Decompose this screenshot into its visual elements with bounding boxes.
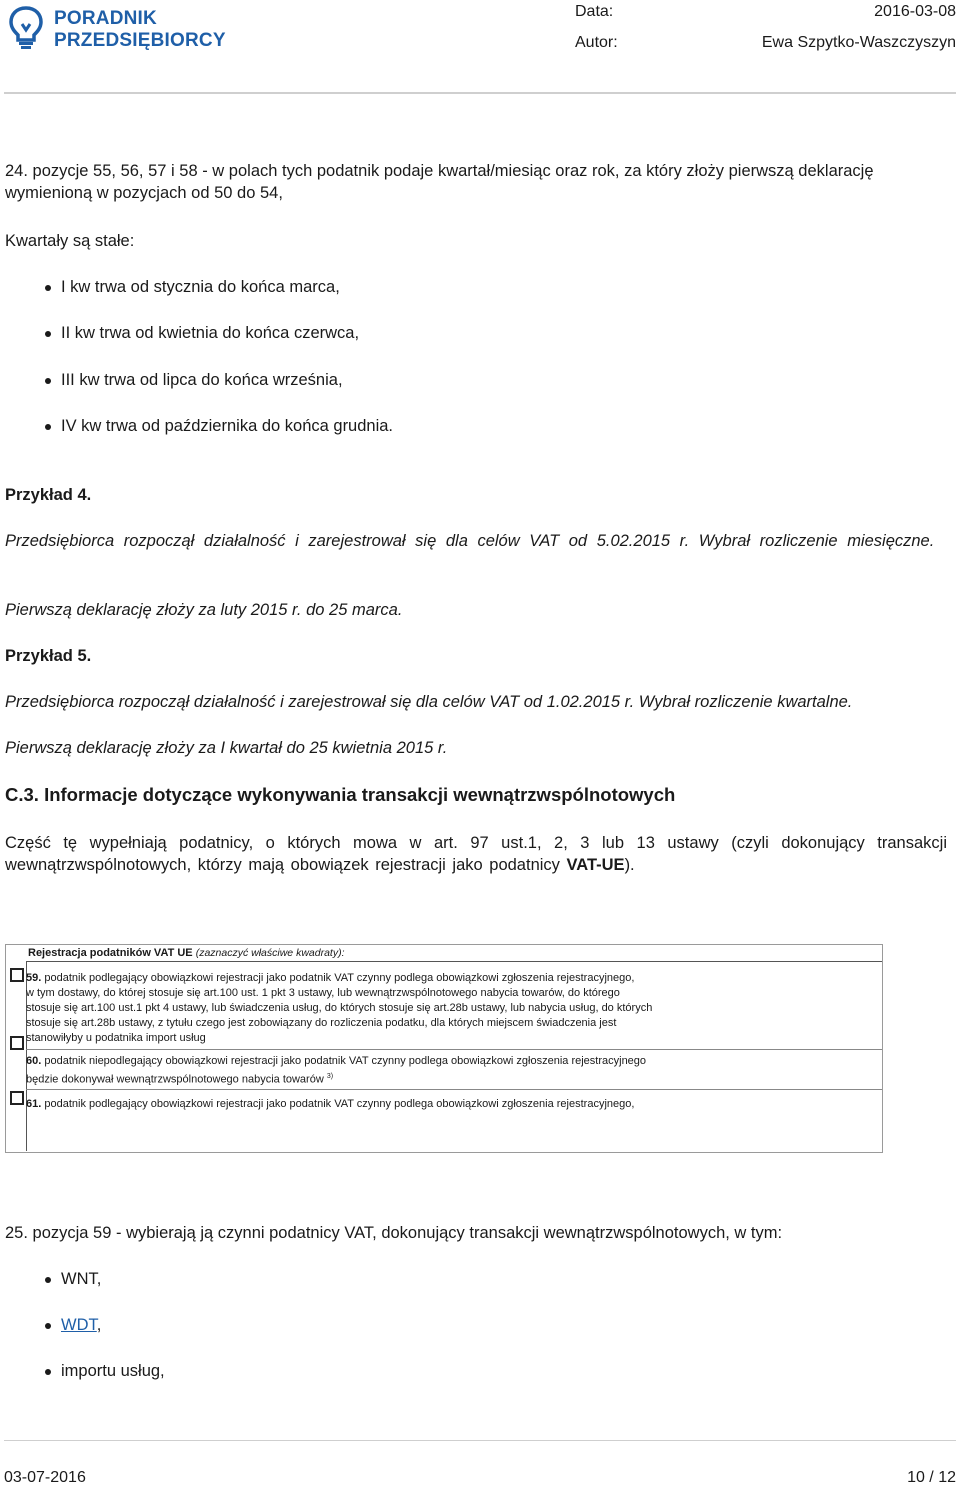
checkbox-61[interactable] [10, 1091, 24, 1105]
checkbox-60[interactable] [10, 1036, 24, 1050]
example-5-declaration: Pierwszą deklarację złoży za I kwartał do 25 kwietnia 2015 r. [5, 739, 448, 757]
document-meta [575, 2, 960, 64]
meta-date-value: 2016-03-08 [874, 3, 956, 20]
form-row-60-footnote: 3) [326, 1073, 334, 1080]
form-row-divider [26, 1089, 882, 1090]
form-row-60 [26, 1054, 876, 1088]
list-item-text: IV kw trwa od października do końca grudnia. [61, 417, 394, 435]
bullet-icon [45, 285, 51, 291]
bullet-icon [45, 1277, 51, 1283]
footer-divider [4, 1440, 956, 1441]
list-item [61, 1314, 101, 1336]
form-row-59-number: 59. [26, 972, 42, 984]
checkbox-59[interactable] [10, 968, 24, 982]
list-item [61, 369, 343, 391]
meta-author-row [575, 33, 960, 64]
lightbulb-icon [8, 4, 44, 50]
section-c3-text-a: Część tę wypełniają podatnicy, o których mowa w art. 97 ust.1, 2, 3 lub 13 ustawy (czyli dokonujący transakcji wewnątrzwspólnotowych, którzy mają obowiązek rejestracji jako podatnicy [5, 834, 947, 874]
form-row-59-line3: stosuje się art.100 ust.1 pkt 4 ustawy, lub świadczenia usług, do których stosuje się art.28b ustawy, lub nabycia usług, do których [26, 1002, 653, 1014]
header-divider [4, 92, 956, 94]
form-row-59-line5: stanowiłyby u podatnika import usług [26, 1032, 206, 1044]
brand-logo-text [54, 8, 226, 52]
list-item [61, 415, 393, 437]
meta-date-label: Data: [575, 3, 614, 20]
form-row-divider [26, 1049, 882, 1050]
form-row-60-number: 60. [26, 1055, 42, 1067]
form-row-59-line4: stosuje się art.28b ustawy, z tytułu czego jest zobowiązany do rozliczenia podatku, dla których miejscem świadczenia jest [26, 1017, 617, 1029]
paragraph-25: 25. pozycja 59 - wybierają ją czynni podatnicy VAT, dokonujący transakcji wewnątrzwspólnotowych, w tym: [5, 1224, 783, 1242]
paragraph-24: 24. pozycje 55, 56, 57 i 58 - w polach tych podatnik podaje kwartał/miesiąc oraz rok, za który złoży pierwszą deklarację wymienioną w pozycjach od 50 do 54, [5, 162, 874, 202]
meta-date-row [575, 2, 960, 33]
page-number: 10 / 12 [907, 1469, 956, 1486]
form-title-text: Rejestracja podatników VAT UE [28, 947, 193, 959]
example-4-text: Przedsiębiorca rozpoczął działalność i zarejestrował się dla celów VAT od 5.02.2015 r. Wybrał rozliczenie miesięczne. [5, 532, 935, 550]
meta-author-label: Autor: [575, 34, 618, 51]
bullet-icon [45, 331, 51, 337]
section-c3-text-b: ). [624, 856, 635, 874]
form-row-61-number: 61. [26, 1098, 42, 1110]
form-row-60-line2: będzie dokonywał wewnątrzwspólnotowego nabycia towarów [26, 1073, 324, 1086]
bullet-icon [45, 424, 51, 430]
quarters-intro: Kwartały są stałe: [5, 232, 135, 250]
page-header [0, 0, 960, 90]
vat-ue-term: VAT-UE [566, 856, 625, 874]
meta-author-value: Ewa Szpytko-Waszczyszyn [761, 34, 956, 51]
brand-logo-line1: PORADNIK [54, 8, 157, 29]
list-item-text: importu usług, [61, 1362, 165, 1380]
brand-logo-line2: PRZEDSIĘBIORCY [54, 30, 226, 51]
form-row-59-line1: podatnik podlegający obowiązkowi rejestracji jako podatnik VAT czynny podlega obowiązkowi zgłoszenia rejestracyjnego, [44, 972, 635, 984]
section-c3-text [5, 832, 947, 876]
list-item-text: I kw trwa od stycznia do końca marca, [61, 278, 340, 296]
form-row-60-line1: podatnik niepodlegający obowiązkowi rejestracji jako podatnik VAT czynny podlega obowiązkowi zgłoszenia rejestracyjnego [44, 1055, 647, 1067]
bullet-icon [45, 378, 51, 384]
form-title-note: (zaznaczyć właściwe kwadraty): [195, 947, 345, 959]
form-row-59 [26, 971, 876, 1046]
form-row-59-line2: w tym dostawy, do której stosuje się art.100 ust. 1 pkt 3 ustawy, lub wewnątrzwspólnotowego nabycia towarów, do którego [26, 987, 620, 999]
list-item [61, 276, 340, 298]
example-5-title: Przykład 5. [5, 647, 92, 665]
section-c3-heading: C.3. Informacje dotyczące wykonywania transakcji wewnątrzwspólnotowych [5, 784, 676, 805]
list-item-comma: , [96, 1316, 102, 1334]
bullet-icon [45, 1369, 51, 1375]
form-row-61-line1: podatnik podlegający obowiązkowi rejestracji jako podatnik VAT czynny podlega obowiązkowi zgłoszenia rejestracyjnego, [44, 1098, 635, 1110]
vat-ue-form-excerpt [5, 944, 883, 1153]
example-4-declaration: Pierwszą deklarację złoży za luty 2015 r. do 25 marca. [5, 601, 403, 619]
footer-date: 03-07-2016 [4, 1469, 86, 1486]
bullet-icon [45, 1323, 51, 1329]
wdt-link[interactable]: WDT [61, 1316, 97, 1334]
example-5-text: Przedsiębiorca rozpoczął działalność i zarejestrował się dla celów VAT od 1.02.2015 r. Wybrał rozliczenie kwartalne. [5, 693, 853, 711]
list-item [61, 322, 359, 344]
form-row-61 [26, 1097, 876, 1112]
list-item-text: III kw trwa od lipca do końca września, [61, 371, 343, 389]
list-item-text: WNT, [61, 1270, 102, 1288]
brand-logo[interactable] [8, 2, 226, 54]
form-title [28, 947, 345, 959]
list-item-text: II kw trwa od kwietnia do końca czerwca, [61, 324, 360, 342]
list-item [61, 1360, 165, 1382]
example-4-title: Przykład 4. [5, 486, 92, 504]
list-item [61, 1268, 101, 1290]
